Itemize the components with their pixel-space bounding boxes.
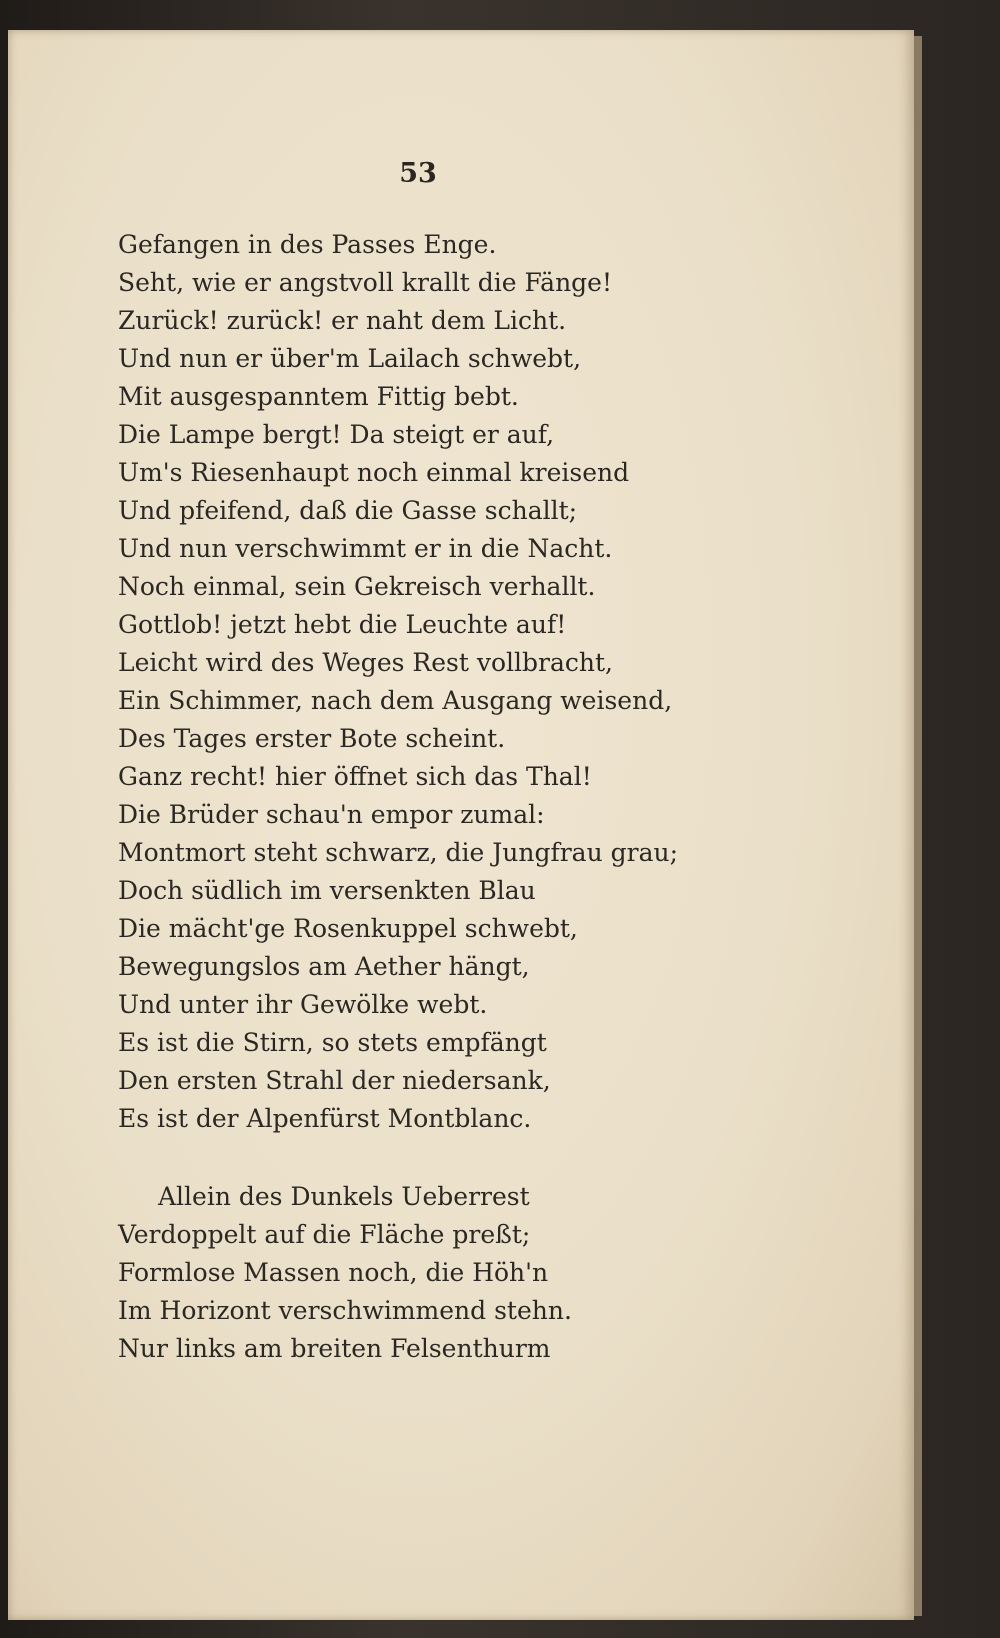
poem-line: Und nun verschwimmt er in die Nacht. bbox=[118, 534, 613, 563]
poem-line: Des Tages erster Bote scheint. bbox=[118, 724, 506, 753]
poem-line: Nur links am breiten Felsenthurm bbox=[118, 1334, 551, 1363]
poem-line: Gefangen in des Passes Enge. bbox=[118, 230, 497, 259]
poem-line: Montmort steht schwarz, die Jungfrau grau; bbox=[118, 838, 679, 867]
poem-line: Es ist die Stirn, so stets empfängt bbox=[118, 1028, 547, 1057]
poem-line: Es ist der Alpenfürst Montblanc. bbox=[118, 1104, 532, 1133]
poem-line: Doch südlich im versenkten Blau bbox=[118, 876, 536, 905]
poem-line: Und unter ihr Gewölke webt. bbox=[118, 990, 488, 1019]
poem-line: Leicht wird des Weges Rest vollbracht, bbox=[118, 648, 613, 677]
poem-line: Verdoppelt auf die Fläche preßt; bbox=[118, 1220, 531, 1249]
stanza-divider bbox=[118, 1138, 708, 1178]
poem-line: Und nun er über'm Lailach schwebt, bbox=[118, 344, 582, 373]
poem-line: Die mächt'ge Rosenkuppel schwebt, bbox=[118, 914, 578, 943]
poem-line: Zurück! zurück! er naht dem Licht. bbox=[118, 306, 567, 335]
poem-line: Um's Riesenhaupt noch einmal kreisend bbox=[118, 458, 630, 487]
poem-line: Die Lampe bergt! Da steigt er auf, bbox=[118, 420, 555, 449]
poem-line: Den ersten Strahl der niedersank, bbox=[118, 1066, 551, 1095]
poem-line: Im Horizont verschwimmend stehn. bbox=[118, 1296, 572, 1325]
poem-line: Allein des Dunkels Ueberrest bbox=[158, 1182, 530, 1211]
poem-line: Ganz recht! hier öffnet sich das Thal! bbox=[118, 762, 592, 791]
poem-line: Bewegungslos am Aether hängt, bbox=[118, 952, 530, 981]
stanza-2 bbox=[118, 1178, 708, 1368]
poem-line: Ein Schimmer, nach dem Ausgang weisend, bbox=[118, 686, 673, 715]
page-number: 53 bbox=[399, 158, 437, 189]
poem-line: Gottlob! jetzt hebt die Leuchte auf! bbox=[118, 610, 567, 639]
stanza-1 bbox=[118, 226, 708, 1138]
poem-text bbox=[118, 226, 708, 1368]
poem-line: Formlose Massen noch, die Höh'n bbox=[118, 1258, 549, 1287]
poem-line: Seht, wie er angstvoll krallt die Fänge! bbox=[118, 268, 613, 297]
book-page bbox=[8, 30, 914, 1620]
poem-line: Die Brüder schau'n empor zumal: bbox=[118, 800, 545, 829]
page-edge bbox=[914, 36, 922, 1616]
poem-line: Und pfeifend, daß die Gasse schallt; bbox=[118, 496, 578, 525]
poem-line: Mit ausgespanntem Fittig bebt. bbox=[118, 382, 519, 411]
poem-line: Noch einmal, sein Gekreisch verhallt. bbox=[118, 572, 596, 601]
